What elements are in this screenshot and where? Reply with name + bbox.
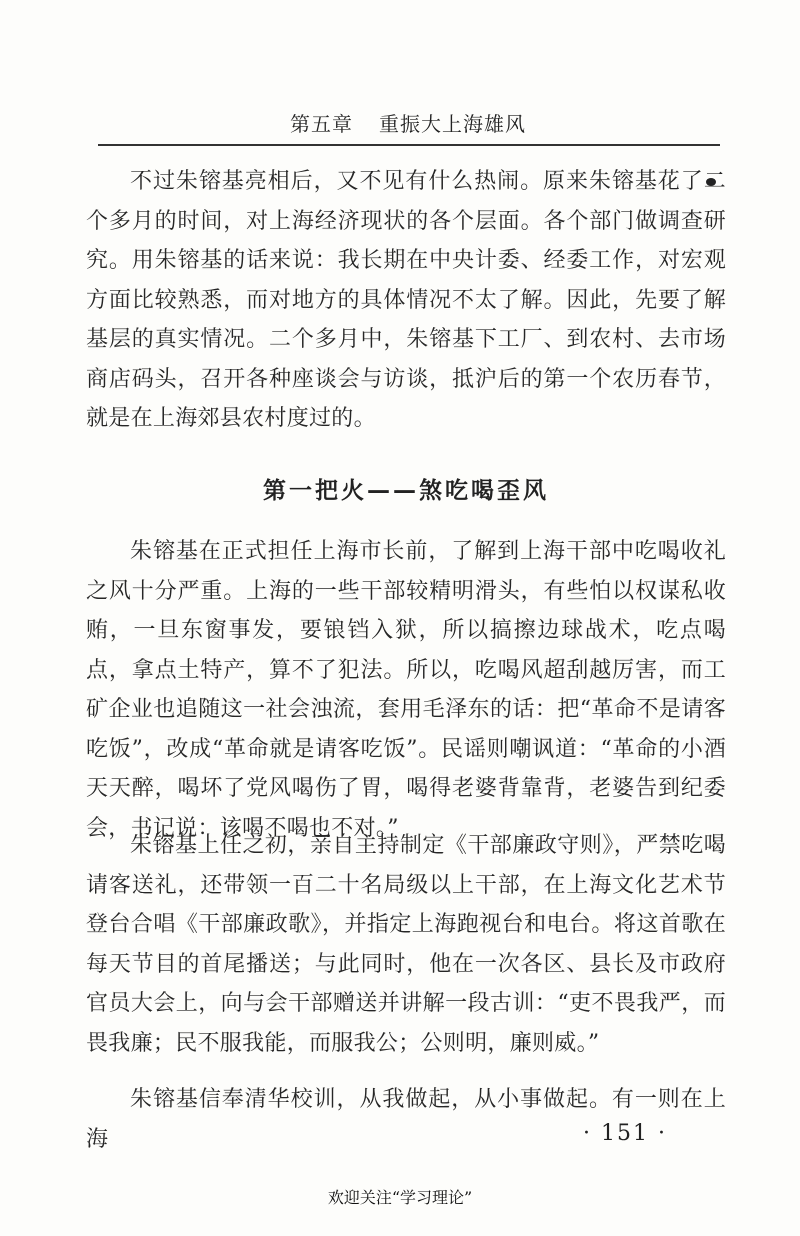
page-number: · 151 · <box>583 1121 667 1146</box>
paragraph-1: 不过朱镕基亮相后，又不见有什么热闹。原来朱镕基花了二个多月的时间，对上海经济现状的各个层面。各个部门做调查研究。用朱镕基的话来说：我长期在中央计委、经委工作，对宏观方面比较熟悉，而对地方的具体情况不太了解。因此，先要了解基层的真实情况。二个多月中，朱镕基下工厂、到农村、去市场商店码头，召开各种座谈会与访谈，抵沪后的第一个农历春节，就是在上海郊县农村度过的。 <box>86 169 726 431</box>
running-header <box>98 108 718 137</box>
paragraph-3: 朱镕基上任之初，亲自主持制定《干部廉政守则》，严禁吃喝请客送礼，还带领一百二十名局级以上干部，在上海文化艺术节登台合唱《干部廉政歌》，并指定上海跑视台和电台。将这首歌在每天节目的首尾播送；与此同时，他在一次各区、县长及市政府官员大会上，向与会干部赠送并讲解一段古训：“吏不畏我严，而畏我廉；民不服我能，而服我公；公则明，廉则威。” <box>86 833 726 1056</box>
footer-note: 欢迎关注“学习理论” <box>327 1188 473 1207</box>
header-rule <box>98 144 720 146</box>
section-heading: 第一把火——煞吃喝歪风 <box>263 478 549 504</box>
chapter-title: 重振大上海雄风 <box>379 112 526 136</box>
paragraph-4: 朱镕基信奉清华校训，从我做起，从小事做起。有一则在上海 <box>86 1087 726 1152</box>
chapter-label: 第五章 <box>290 112 353 136</box>
paragraph-2: 朱镕基在正式担任上海市长前，了解到上海干部中吃喝收礼之风十分严重。上海的一些干部较精明滑头，有些怕以权谋私收贿，一旦东窗事发，要锒铛入狱，所以搞擦边球战术，吃点喝点，拿点土特产，算不了犯法。所以，吃喝风超刮越厉害，而工矿企业也追随这一社会浊流，套用毛泽东的话：把“革命不是请客吃饭”，改成“革命就是请客吃饭”。民谣则嘲讽道：“革命的小酒天天醉，喝坏了党风喝伤了胃，喝得老婆背靠背，老婆告到纪委会，书记说：该喝不喝也不对。” <box>86 539 726 841</box>
